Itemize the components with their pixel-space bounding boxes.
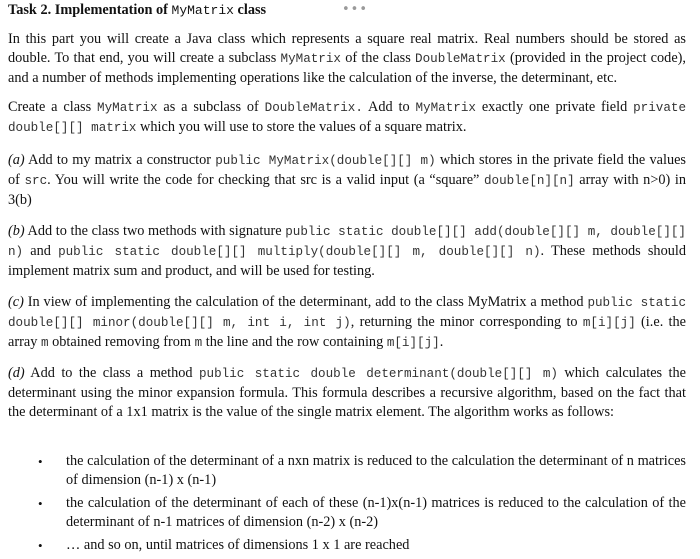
part-c-paragraph: (c) In view of implementing the calculation of the determinant, add to the class MyMatrix a method public static double[][] minor(double[][] m, int i, int j), returning the minor corresponding to m[i][j] (i.e. the array m obtained removing from m the line and the row containing m[i][j]. bbox=[8, 294, 687, 350]
task-title bbox=[8, 1, 266, 19]
list-item: • the calculation of the determinant of each of these (n-1)x(n-1) matrices is reduced to the calculation of the determinant of n-1 matrices of dimension (n-2) x (n-2) bbox=[38, 495, 686, 530]
part-a-paragraph: (a) Add to my matrix a constructor public MyMatrix(double[][] m) which stores in the private field the values of src. You will write the code for checking that src is a valid input (a “square” double[n][n] array with n>0) in 3(b) bbox=[8, 152, 687, 208]
intro-paragraph: In this part you will create a Java class which represents a square real matrix. Real numbers should be stored as double. To that end, you will create a subclass MyMatrix of the class DoubleMatrix (provided in the project code), and a number of methods implementing operations like the calculation of the inverse, the determinant, etc. bbox=[8, 31, 687, 86]
part-d-paragraph: (d) Add to the class a method public static double determinant(double[][] m) which calculates the determinant using the minor expansion formula. This formula describes a recursive algorithm, based on the fact that the determinant of a 1x1 matrix is the value of the single matrix element. The algorithm works as follows: bbox=[8, 365, 686, 420]
task-title-text: Task 2. Implementation of MyMatrix class bbox=[8, 1, 267, 18]
part-b-paragraph: (b) Add to the class two methods with signature public static double[][] add(double[][] m, double[][] n) and public static double[][] multiply(double[][] m, double[][] n). These methods should implement matrix sum and product, and will be used for testing. bbox=[8, 223, 686, 279]
algorithm-steps-list bbox=[8, 452, 686, 559]
list-item: • … and so on, until matrices of dimensions 1 x 1 are reached bbox=[38, 537, 410, 553]
create-class-paragraph: Create a class MyMatrix as a subclass of DoubleMatrix. Add to MyMatrix exactly one private field private double[][] matrix which you will use to store the values of a square matrix. bbox=[8, 99, 687, 135]
more-options-icon[interactable]: ••• bbox=[342, 2, 369, 17]
list-item: • the calculation of the determinant of a nxn matrix is reduced to the calculation the determinant of n matrices of dimension (n-1) x (n-1) bbox=[38, 453, 686, 488]
